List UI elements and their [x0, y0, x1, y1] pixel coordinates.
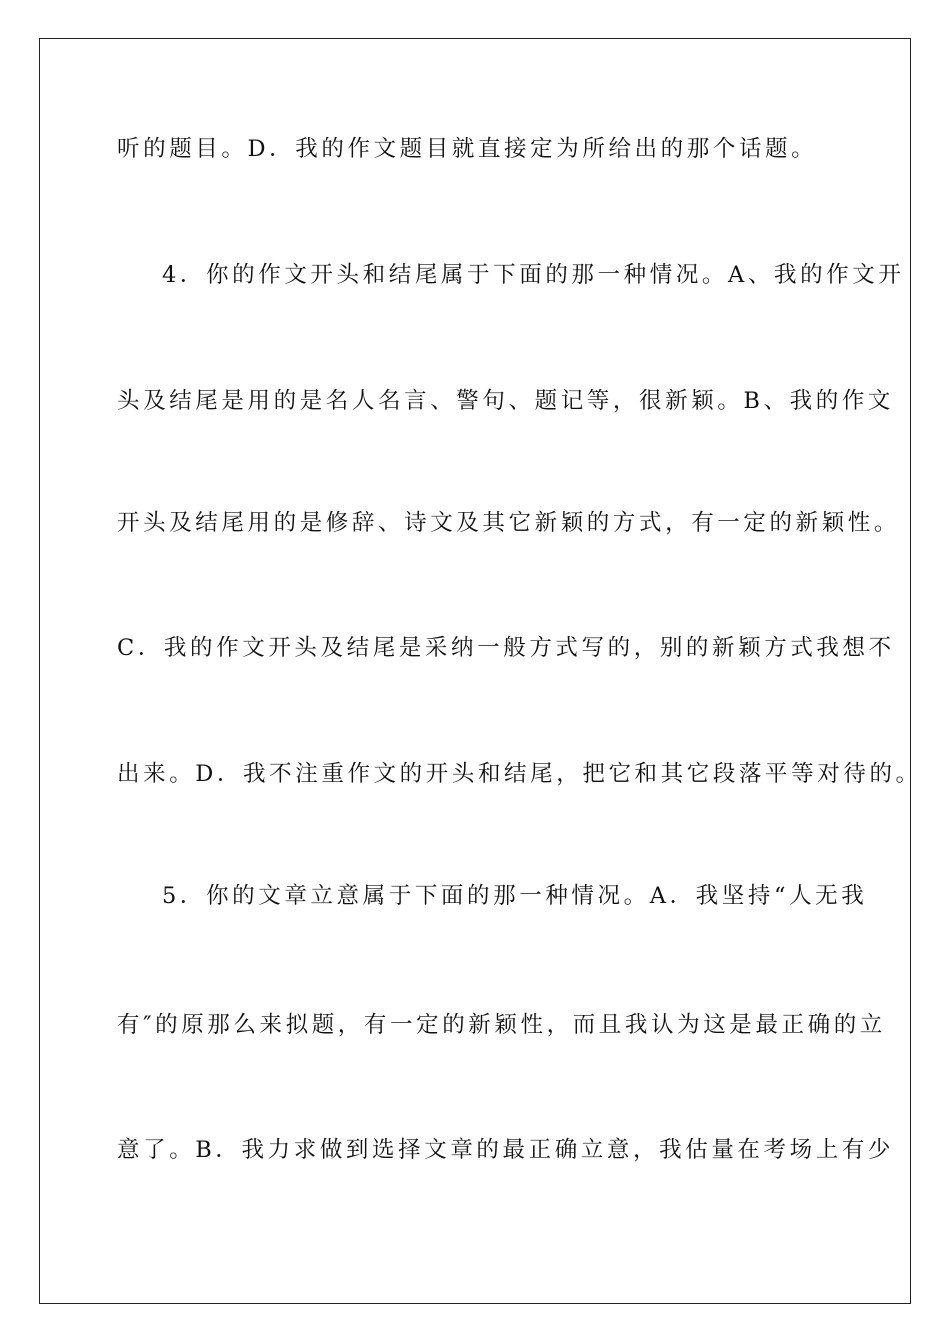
text-line-4: 开头及结尾用的是修辞、诗文及其它新颖的方式，有一定的新颖性。	[117, 510, 901, 536]
text-line-8: 有″的原那么来拟题，有一定的新颖性，而且我认为这是最正确的立	[117, 1012, 886, 1038]
text-line-5: C．我的作文开头及结尾是采纳一般方式写的，别的新颖方式我想不	[117, 635, 895, 661]
text-line-3: 头及结尾是用的是名人名言、警句、题记等，很新颖。B、我的作文	[117, 388, 895, 414]
page-border	[39, 38, 922, 1304]
text-line-7: 5．你的文章立意属于下面的那一种情况。A．我坚持“人无我	[162, 883, 868, 909]
text-line-2: 4．你的作文开头和结尾属于下面的那一种情况。A、我的作文开	[162, 262, 905, 288]
text-line-6: 出来。D．我不注重作文的开头和结尾，把它和其它段落平等对待的。	[117, 761, 922, 787]
text-line-1: 听的题目。D．我的作文题目就直接定为所给出的那个话题。	[117, 136, 818, 162]
text-line-9: 意了。B．我力求做到选择文章的最正确立意，我估量在考场上有少	[117, 1137, 895, 1163]
